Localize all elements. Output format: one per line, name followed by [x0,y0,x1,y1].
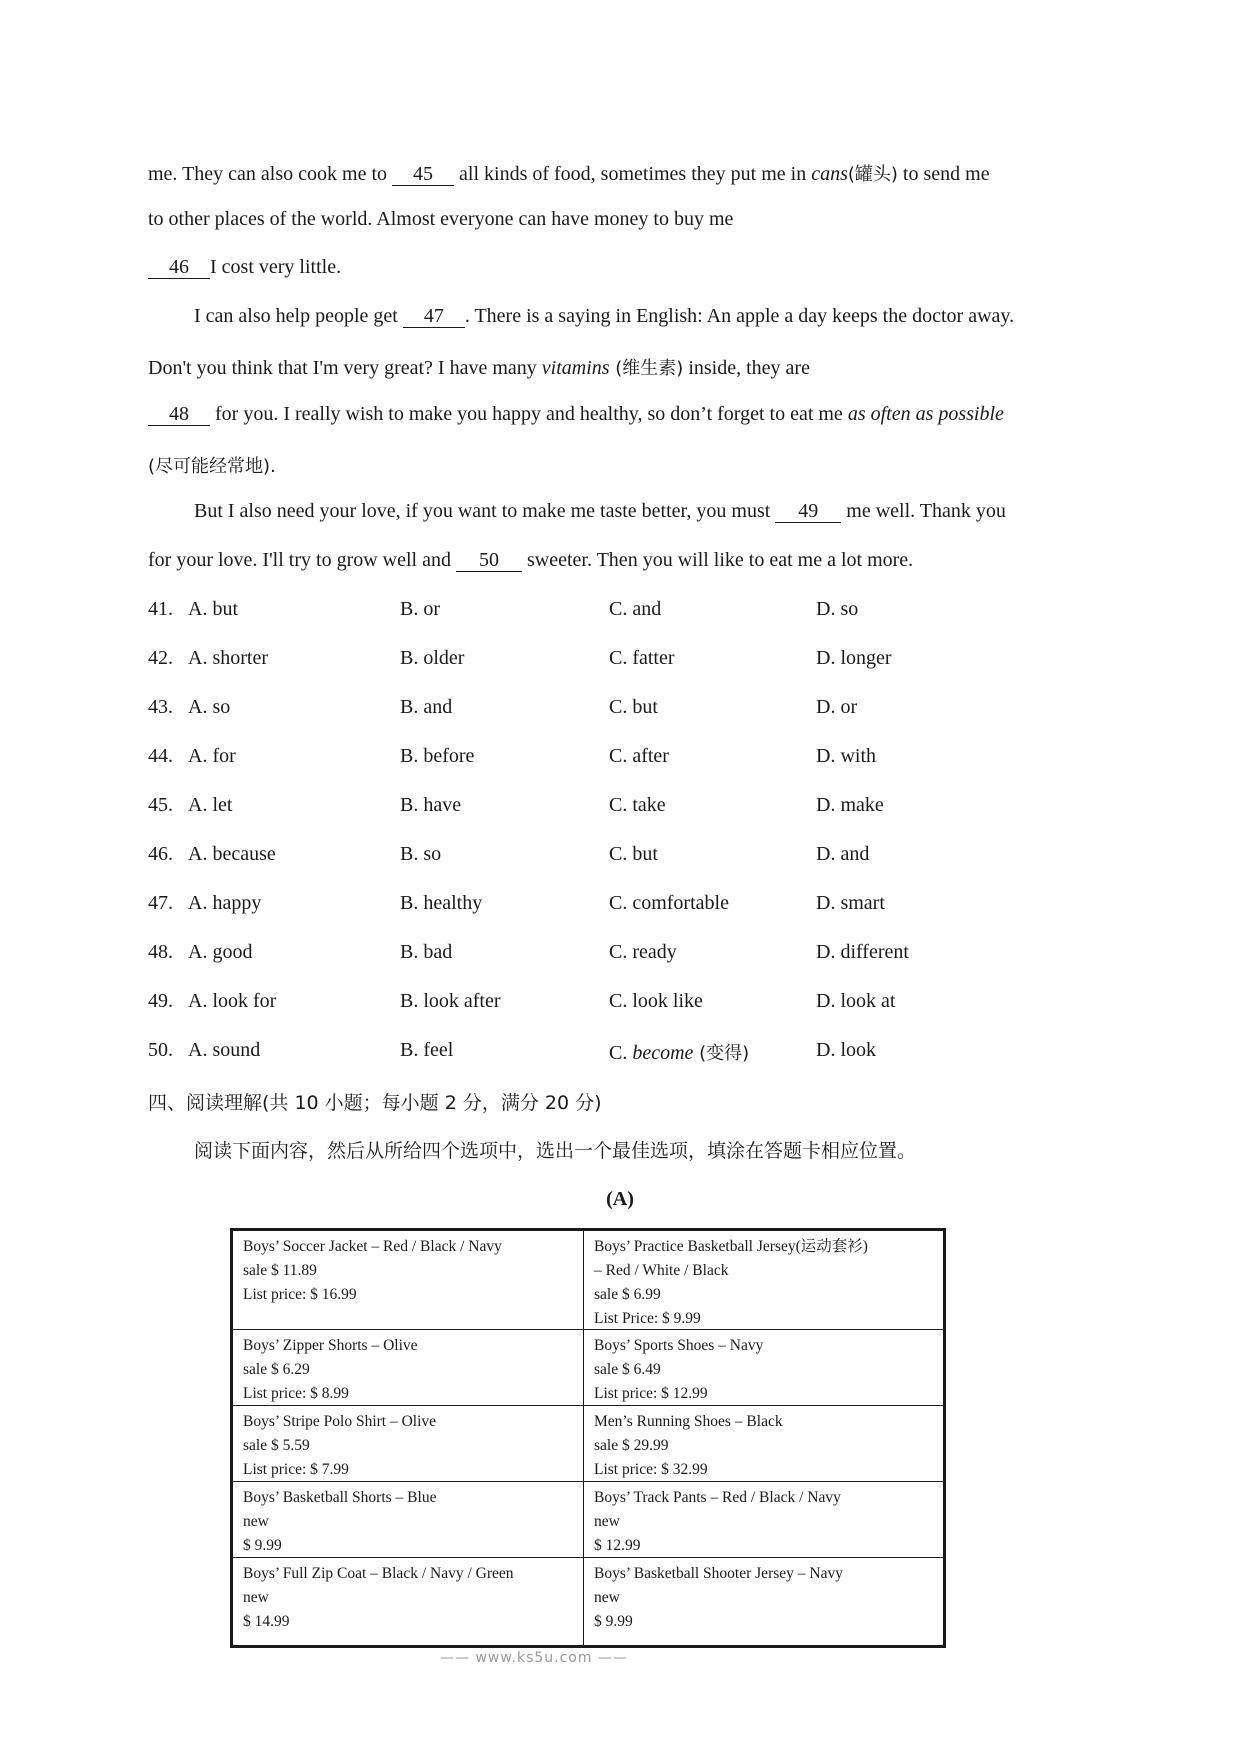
passage-line-2: to other places of the world. Almost everyone can have money to buy me [148,208,734,230]
product-price: $ 14.99 [243,1613,290,1630]
product-status: new [243,1589,269,1606]
product-list-price: List price: $ 16.99 [243,1286,357,1303]
product-name: Boys’ Stripe Polo Shirt – Olive [243,1413,437,1430]
option-b: B. healthy [400,892,483,914]
product-status: new [594,1513,620,1530]
product-sale-price: sale $ 6.29 [243,1361,310,1378]
option-d: D. different [816,941,909,963]
blank-45: 45 [392,163,454,186]
option-c: C. comfortable [609,892,729,914]
option-d: D. make [816,794,884,816]
product-sale-price: sale $ 29.99 [594,1437,669,1454]
question-number: 43. [148,696,173,718]
product-sale-price: sale $ 5.59 [243,1437,310,1454]
option-b: B. or [400,598,440,620]
option-c: C. look like [609,990,703,1012]
product-name: Boys’ Track Pants – Red / Black / Navy [594,1489,841,1506]
option-row-42 [148,647,1128,673]
option-b: B. look after [400,990,501,1012]
product-cell [233,1406,584,1482]
product-sale-price: sale $ 11.89 [243,1262,317,1279]
product-status: new [243,1513,269,1530]
text: But I also need your love, if you want to make me taste better, you must [194,500,776,522]
option-b: B. older [400,647,465,669]
product-list-price: List Price: $ 9.99 [594,1310,701,1327]
option-row-48 [148,941,1128,967]
text: me well. Thank you [841,500,1006,522]
option-b: B. feel [400,1039,454,1061]
question-number: 45. [148,794,173,816]
product-price: $ 9.99 [594,1613,633,1630]
option-d: D. look [816,1039,876,1061]
option-b: B. have [400,794,462,816]
blank-46: 46 [148,256,210,279]
product-list-price: List price: $ 8.99 [243,1385,349,1402]
option-a: A. look for [188,990,277,1012]
option-d: D. look at [816,990,896,1012]
section-instruction: 阅读下面内容，然后从所给四个选项中，选出一个最佳选项，填涂在答题卡相应位置。 [194,1140,917,1162]
option-c: C. after [609,745,669,767]
option-d: D. or [816,696,858,718]
option-d: D. so [816,598,859,620]
option-row-49 [148,990,1128,1016]
option-c: C. take [609,794,666,816]
passage-line-5 [148,354,810,380]
option-c: C. but [609,843,658,865]
passage-line-8 [194,500,1006,523]
option-d: D. smart [816,892,885,914]
text: all kinds of food, sometimes they put me in [454,163,812,185]
question-number: 42. [148,647,173,669]
text: . There is a saying in English: An apple a day keeps the doctor away. [464,305,1015,327]
italic-word: cans [811,163,848,185]
text: me. They can also cook me to [148,163,393,185]
italic-phrase: as often as possible [847,403,1004,425]
option-a: A. happy [188,892,262,914]
product-cell [584,1558,943,1645]
blank-47: 47 [403,305,465,328]
product-sale-price: sale $ 6.99 [594,1286,661,1303]
option-row-44 [148,745,1128,771]
product-status: new [594,1589,620,1606]
text: I cost very little. [210,256,342,278]
option-row-47 [148,892,1128,918]
product-list-price: List price: $ 7.99 [243,1461,349,1478]
chinese-gloss: (维生素) [609,358,684,379]
option-d: D. and [816,843,870,865]
option-a: A. good [188,941,253,963]
product-colors: – Red / White / Black [594,1262,729,1279]
chinese-gloss: (变得) [693,1043,750,1064]
watermark: —— www.ks5u.com —— [440,1650,628,1666]
option-b: B. and [400,696,453,718]
product-name: Boys’ Basketball Shorts – Blue [243,1489,437,1506]
product-cell [233,1330,584,1406]
product-list-price: List price: $ 32.99 [594,1461,708,1478]
product-name: Boys’ Basketball Shooter Jersey – Navy [594,1565,843,1582]
option-c: C. and [609,598,662,620]
option-b: B. bad [400,941,453,963]
passage-label: (A) [606,1188,634,1210]
product-cell [584,1330,943,1406]
option-a: A. because [188,843,276,865]
product-list-price: List price: $ 12.99 [594,1385,708,1402]
option-d: D. with [816,745,876,767]
text: for your love. I'll try to grow well and [148,549,456,571]
section-heading: 四、阅读理解(共 10 小题；每小题 2 分，满分 20 分) [148,1092,602,1114]
product-cell [584,1406,943,1482]
product-name: Boys’ Soccer Jacket – Red / Black / Navy [243,1238,502,1255]
option-a: A. shorter [188,647,268,669]
product-name: Boys’ Sports Shoes – Navy [594,1337,764,1354]
italic-word: vitamins [541,357,610,379]
product-name: Boys’ Full Zip Coat – Black / Navy / Green [243,1565,514,1582]
passage-line-7: (尽可能经常地). [148,456,276,477]
text: I can also help people get [194,305,403,327]
text: for you. I really wish to make you happy and healthy, so don’t forget to eat me [210,403,848,425]
option-d: D. longer [816,647,892,669]
option-a: A. so [188,696,231,718]
question-number: 46. [148,843,173,865]
blank-48: 48 [148,403,210,426]
product-name: Men’s Running Shoes – Black [594,1413,783,1430]
product-name: Boys’ Zipper Shorts – Olive [243,1337,418,1354]
product-cell [233,1231,584,1330]
product-name: Boys’ Practice Basketball Jersey(运动套衫) [594,1238,868,1255]
option-row-50 [148,1039,1128,1065]
question-number: 41. [148,598,173,620]
blank-50: 50 [456,549,522,572]
product-cell [584,1482,943,1558]
option-a: A. sound [188,1039,261,1061]
product-sale-price: sale $ 6.49 [594,1361,661,1378]
text: sweeter. Then you will like to eat me a lot more. [521,549,914,571]
chinese-gloss: (罐头) [847,164,898,185]
passage-line-6 [148,403,1004,426]
option-c: C. fatter [609,647,675,669]
option-row-46 [148,843,1128,869]
passage-line-3 [148,256,341,279]
product-price-table [230,1228,946,1648]
option-row-45 [148,794,1128,820]
text: to send me [897,163,990,185]
text: Don't you think that I'm very great? I have many [148,357,542,379]
option-a: A. for [188,745,236,767]
question-number: 50. [148,1039,173,1061]
question-number: 48. [148,941,173,963]
option-a: A. but [188,598,238,620]
passage-line-1 [148,160,990,186]
question-number: 49. [148,990,173,1012]
product-cell [233,1482,584,1558]
product-price: $ 9.99 [243,1537,282,1554]
blank-49: 49 [775,500,841,523]
option-c: C. but [609,696,658,718]
text: C. [609,1042,633,1064]
option-b: B. so [400,843,442,865]
option-row-43 [148,696,1128,722]
passage-line-4 [194,305,1014,328]
product-cell [233,1558,584,1645]
question-number: 44. [148,745,173,767]
option-c: C. ready [609,941,677,963]
option-b: B. before [400,745,475,767]
product-price: $ 12.99 [594,1537,641,1554]
italic-word: become [632,1042,694,1064]
product-cell [584,1231,943,1330]
question-number: 47. [148,892,173,914]
option-a: A. let [188,794,233,816]
option-row-41 [148,598,1128,624]
text: inside, they are [683,357,810,379]
passage-line-9 [148,549,913,572]
option-c [609,1039,749,1065]
